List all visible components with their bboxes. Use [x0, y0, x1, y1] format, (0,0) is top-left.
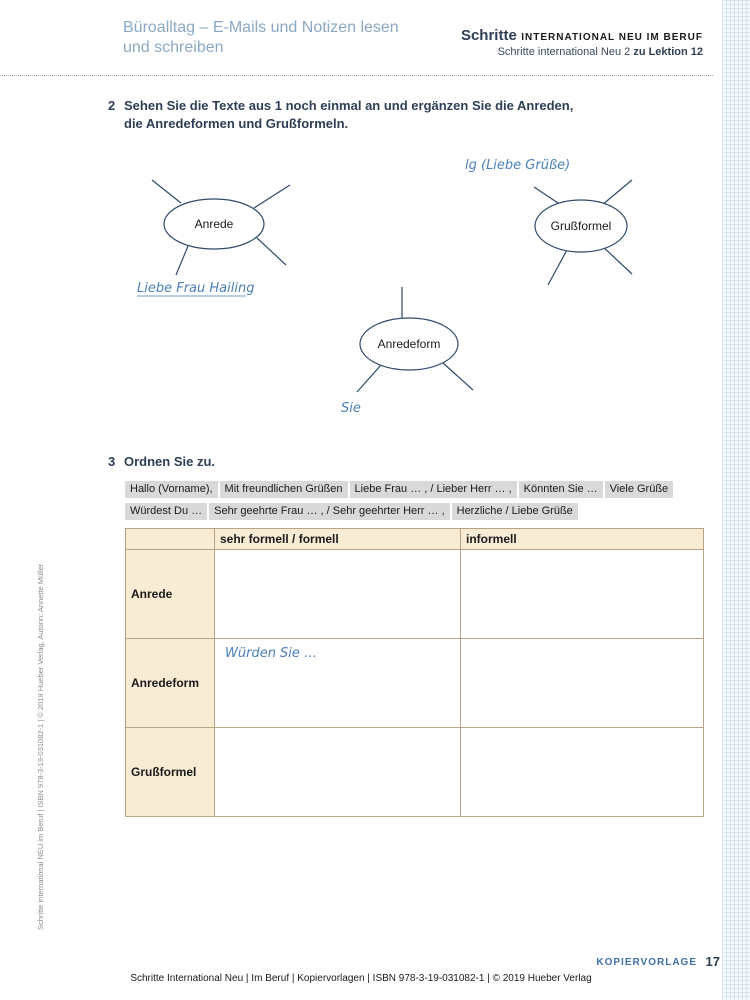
lesson-ref: zu Lektion 12 — [633, 46, 703, 58]
word-chip[interactable]: Herzliche / Liebe Grüße — [452, 503, 578, 520]
brand-subtitle: INTERNATIONAL NEU IM BERUF — [521, 32, 703, 43]
word-chip[interactable]: Würdest Du … — [125, 503, 207, 520]
course-name: Schritte international Neu 2 — [497, 46, 631, 58]
handwriting-example: Würden Sie … — [225, 646, 318, 661]
node-label-anredeform: Anredeform — [377, 337, 441, 351]
mindmap-spoke — [357, 365, 381, 392]
mindmap-spoke — [176, 246, 188, 275]
task-3-number: 3 — [108, 454, 116, 469]
sidebar-copyright: Schritte international NEU im Beruf | ISBN 978-3-19-031082-1 | © 2019 Hueber Verlag, Autorin: Annette Müller — [36, 563, 45, 930]
page-number: 17 — [705, 954, 720, 969]
task-2-number: 2 — [108, 98, 116, 113]
mindmap-spoke — [443, 363, 473, 390]
word-chip[interactable]: Könnten Sie … — [519, 481, 603, 498]
word-chip[interactable]: Mit freundlichen Grüßen — [220, 481, 348, 498]
answer-cell[interactable] — [215, 728, 461, 817]
row-header-anredeform: Anredeform — [126, 639, 215, 728]
word-chip[interactable]: Viele Grüße — [605, 481, 674, 498]
answer-cell[interactable] — [461, 728, 704, 817]
mindmap-spoke — [152, 180, 181, 203]
handwriting-anrede: Liebe Frau Hailing — [137, 281, 255, 296]
table-header-cell — [126, 529, 215, 550]
word-chip[interactable]: Sehr geehrte Frau … , / Sehr geehrter Herr … , — [209, 503, 449, 520]
task-3 — [108, 453, 424, 471]
page-title: Büroalltag – E-Mails und Notizen lesen und schreiben — [123, 19, 399, 56]
table-row — [126, 550, 704, 639]
answer-cell[interactable] — [461, 639, 704, 728]
task-3-instruction: Ordnen Sie zu. — [124, 454, 216, 469]
mindmap-spoke — [602, 180, 632, 205]
row-header-anrede: Anrede — [126, 550, 215, 639]
table-header-row — [126, 529, 704, 550]
mindmap-diagram — [0, 0, 750, 470]
answer-cell[interactable] — [461, 550, 704, 639]
brand-name: Schritte — [460, 27, 517, 44]
task-2-instruction: Sehen Sie die Texte aus 1 noch einmal an und ergänzen Sie die Anreden, die Anredeformen und Grußformeln. — [124, 98, 574, 131]
mindmap-spoke — [548, 248, 568, 285]
table-header-informal: informell — [461, 529, 704, 550]
node-label-anrede: Anrede — [194, 217, 234, 231]
word-bank — [125, 479, 715, 523]
table-row — [126, 728, 704, 817]
table-header-formal: sehr formell / formell — [215, 529, 461, 550]
word-chip[interactable]: Hallo (Vorname), — [125, 481, 218, 498]
node-label-grussformel: Grußformel — [550, 219, 612, 233]
row-header-grussformel: Grußformel — [126, 728, 215, 817]
sorting-table — [125, 528, 704, 817]
mindmap-spoke — [254, 185, 290, 208]
mindmap-spoke — [534, 187, 558, 203]
table-row — [126, 639, 704, 728]
kopiervorlage-label: KOPIERVORLAGE — [596, 957, 697, 968]
handwriting-grussformel: lg (Liebe Grüße) — [465, 158, 571, 173]
mindmap-spoke — [257, 238, 286, 265]
footer-text: Schritte International Neu | Im Beruf | Kopiervorlagen | ISBN 978-3-19-031082-1 | © 2019 Hueber Verlag — [130, 973, 592, 984]
answer-cell[interactable] — [215, 550, 461, 639]
handwriting-anredeform: Sie — [341, 401, 361, 416]
word-chip[interactable]: Liebe Frau … , / Lieber Herr … , — [350, 481, 517, 498]
